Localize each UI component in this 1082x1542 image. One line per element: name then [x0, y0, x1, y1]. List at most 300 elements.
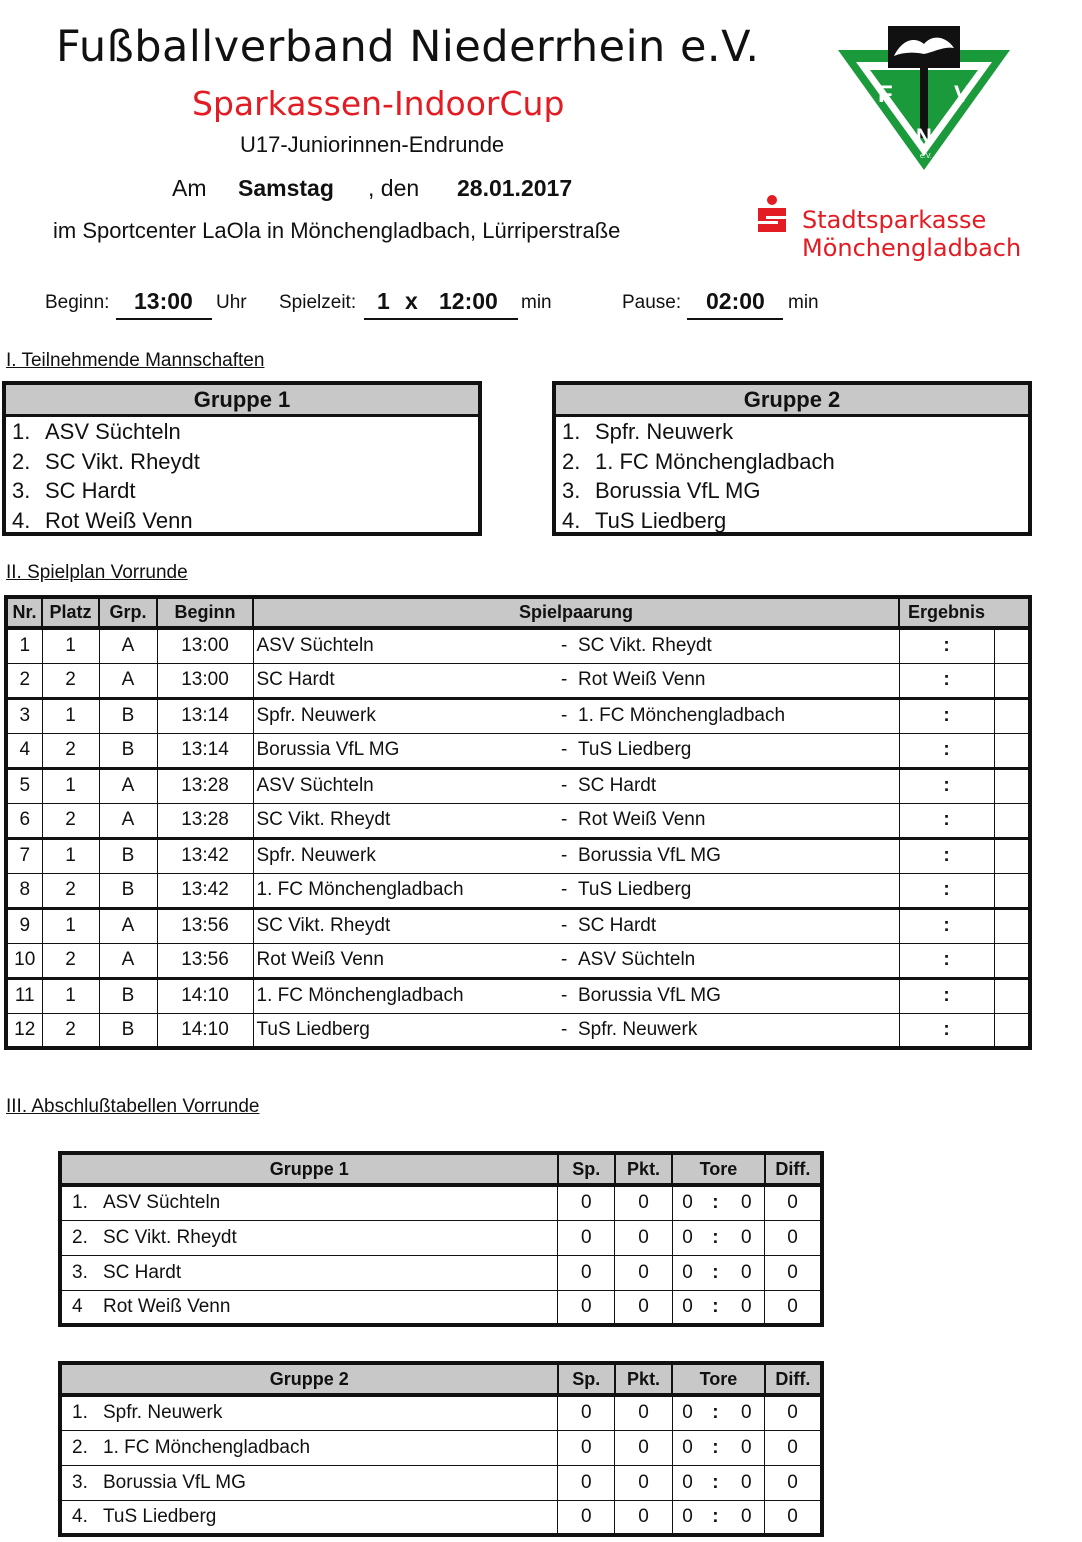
match-platz: 1 — [42, 768, 99, 803]
goals-for: 0 — [672, 1395, 702, 1430]
match-platz: 1 — [42, 838, 99, 873]
result-field: : — [899, 1013, 994, 1048]
result-extra — [994, 978, 1030, 1013]
team-name: TuS Liedberg — [595, 507, 727, 533]
team-number: 1. — [562, 419, 581, 444]
match-start: 13:14 — [157, 698, 253, 733]
match-group: B — [99, 978, 157, 1013]
group-1-box — [2, 381, 482, 536]
match-nr: 5 — [6, 768, 42, 803]
match-nr: 1 — [6, 628, 42, 663]
points: 0 — [615, 1290, 672, 1325]
away-team: ASV Süchteln — [578, 949, 696, 970]
match-platz: 2 — [42, 943, 99, 978]
team-name: SC Hardt — [103, 1261, 182, 1283]
match-start: 13:28 — [157, 768, 253, 803]
match-group: A — [99, 803, 157, 838]
goals-against: 0 — [728, 1185, 764, 1220]
goals-colon: : — [702, 1500, 728, 1535]
fvn-logo — [836, 22, 1012, 174]
goal-difference: 0 — [765, 1500, 822, 1535]
away-team: Rot Weiß Venn — [578, 669, 706, 690]
team-name: 1. FC Mönchengladbach — [103, 1436, 311, 1458]
schedule-table — [4, 595, 1032, 1050]
goals-colon: : — [702, 1220, 728, 1255]
result-extra — [994, 698, 1030, 733]
goals-colon: : — [702, 1290, 728, 1325]
match-start: 14:10 — [157, 978, 253, 1013]
fvn-letter-v: V — [954, 81, 971, 108]
standings-body — [60, 1395, 822, 1535]
away-team: Spfr. Neuwerk — [578, 1018, 698, 1040]
goals-colon: : — [702, 1395, 728, 1430]
result-extra — [994, 838, 1030, 873]
table-row — [60, 1290, 822, 1325]
home-team: Rot Weiß Venn — [253, 943, 561, 978]
home-team: SC Vikt. Rheydt — [253, 803, 561, 838]
group-2-team-list — [556, 417, 1028, 535]
team-name: TuS Liedberg — [103, 1505, 217, 1527]
section-standings-title: III. Abschlußtabellen Vorrunde — [6, 1096, 260, 1117]
match-group: B — [99, 873, 157, 908]
list-item — [12, 417, 478, 447]
team-name: ASV Süchteln — [45, 419, 181, 444]
playtime-x: x — [405, 288, 418, 314]
games-played: 0 — [558, 1220, 615, 1255]
table-row — [6, 838, 1030, 873]
result-field: : — [899, 768, 994, 803]
team-name: Spfr. Neuwerk — [595, 419, 734, 444]
col-header-pkt: Pkt. — [615, 1153, 672, 1185]
games-played: 0 — [558, 1465, 615, 1500]
match-start: 13:56 — [157, 943, 253, 978]
away-team: TuS Liedberg — [578, 879, 692, 900]
result-extra — [994, 803, 1030, 838]
table-row — [60, 1430, 822, 1465]
team-name: Borussia VfL MG — [103, 1471, 246, 1493]
pairing-dash: - — [561, 705, 568, 726]
match-group: B — [99, 838, 157, 873]
fvn-letter-n: N — [916, 124, 932, 149]
fvn-ev: e.V. — [920, 153, 932, 160]
team-name: Rot Weiß Venn — [103, 1295, 231, 1317]
weekday: Samstag — [238, 175, 334, 201]
goals-for: 0 — [672, 1290, 702, 1325]
col-header-tore: Tore — [672, 1153, 764, 1185]
col-header-group: Gruppe 2 — [60, 1363, 558, 1395]
away-cell — [561, 943, 899, 978]
match-start: 13:14 — [157, 733, 253, 768]
away-team: Borussia VfL MG — [578, 845, 721, 866]
col-header-sp: Sp. — [558, 1363, 615, 1395]
result-extra — [994, 908, 1030, 943]
pairing-dash: - — [561, 809, 568, 830]
points: 0 — [615, 1500, 672, 1535]
result-field: : — [899, 663, 994, 698]
list-item — [12, 447, 478, 477]
games-played: 0 — [558, 1430, 615, 1465]
group-2-box — [552, 381, 1032, 536]
table-row — [60, 1500, 822, 1535]
result-extra — [994, 1013, 1030, 1048]
points: 0 — [615, 1220, 672, 1255]
table-row — [60, 1185, 822, 1220]
away-cell — [561, 733, 899, 768]
away-cell — [561, 628, 899, 663]
match-start: 13:42 — [157, 873, 253, 908]
page-title: Fußballverband Niederrhein e.V. — [56, 22, 760, 72]
team-number: 3. — [562, 478, 581, 503]
team-cell — [60, 1255, 558, 1290]
pause-underline — [687, 318, 783, 320]
goals-against: 0 — [728, 1220, 764, 1255]
match-nr: 2 — [6, 663, 42, 698]
away-cell — [561, 768, 899, 803]
rank-number: 2. — [72, 1226, 88, 1248]
col-header-ergebnis: Ergebnis — [899, 597, 1030, 628]
team-cell — [60, 1395, 558, 1430]
home-team: SC Vikt. Rheydt — [253, 908, 561, 943]
rank-number: 3. — [72, 1471, 88, 1493]
rank-number: 1. — [72, 1402, 88, 1424]
match-start: 13:56 — [157, 908, 253, 943]
start-underline — [116, 318, 212, 320]
match-start: 13:42 — [157, 838, 253, 873]
table-row — [60, 1220, 822, 1255]
list-item — [562, 447, 1028, 477]
result-field: : — [899, 698, 994, 733]
rank-number: 3. — [72, 1261, 88, 1283]
table-row — [6, 943, 1030, 978]
points: 0 — [615, 1430, 672, 1465]
match-nr: 10 — [6, 943, 42, 978]
away-team: Borussia VfL MG — [578, 985, 721, 1006]
result-field: : — [899, 628, 994, 663]
table-row — [6, 803, 1030, 838]
goals-against: 0 — [728, 1465, 764, 1500]
table-row — [6, 768, 1030, 803]
goals-colon: : — [702, 1430, 728, 1465]
col-header-platz: Platz — [42, 597, 99, 628]
match-start: 13:00 — [157, 628, 253, 663]
team-name: SC Vikt. Rheydt — [103, 1226, 237, 1248]
away-cell — [561, 978, 899, 1013]
match-platz: 1 — [42, 628, 99, 663]
away-team: SC Hardt — [578, 775, 657, 796]
home-team: Borussia VfL MG — [253, 733, 561, 768]
result-extra — [994, 943, 1030, 978]
home-team: ASV Süchteln — [253, 768, 561, 803]
match-group: A — [99, 908, 157, 943]
list-item — [12, 506, 478, 536]
pairing-dash: - — [561, 1018, 568, 1040]
match-nr: 8 — [6, 873, 42, 908]
team-number: 1. — [12, 419, 31, 444]
match-start: 13:28 — [157, 803, 253, 838]
team-number: 4. — [562, 507, 581, 533]
pairing-dash: - — [561, 739, 568, 760]
match-group: B — [99, 1013, 157, 1048]
team-cell — [60, 1430, 558, 1465]
result-extra — [994, 873, 1030, 908]
col-header-grp: Grp. — [99, 597, 157, 628]
pairing-dash: - — [561, 669, 568, 690]
col-header-sp: Sp. — [558, 1153, 615, 1185]
match-nr: 7 — [6, 838, 42, 873]
team-name: Borussia VfL MG — [595, 478, 761, 503]
team-number: 2. — [12, 448, 31, 474]
team-number: 4. — [12, 507, 31, 533]
result-field: : — [899, 943, 994, 978]
home-team: Spfr. Neuwerk — [253, 838, 561, 873]
table-row — [60, 1255, 822, 1290]
schedule-body — [6, 628, 1030, 1048]
games-played: 0 — [558, 1185, 615, 1220]
venue: im Sportcenter LaOla in Mönchengladbach, Lürriperstraße — [53, 218, 621, 243]
col-header-nr: Nr. — [6, 597, 42, 628]
cup-subtitle: Sparkassen-IndoorCup — [192, 84, 565, 123]
col-header-spielpaarung: Spielpaarung — [253, 597, 899, 628]
goal-difference: 0 — [765, 1430, 822, 1465]
playtime-unit: min — [521, 292, 552, 313]
away-team: Rot Weiß Venn — [578, 809, 706, 830]
goal-difference: 0 — [765, 1220, 822, 1255]
table-row — [6, 1013, 1030, 1048]
pause-unit: min — [788, 292, 819, 313]
playtime-value: 12:00 — [439, 288, 498, 314]
away-cell — [561, 803, 899, 838]
team-cell — [60, 1465, 558, 1500]
section-schedule-title: II. Spielplan Vorrunde — [6, 562, 188, 583]
goal-difference: 0 — [765, 1290, 822, 1325]
table-row — [6, 873, 1030, 908]
team-name: SC Hardt — [45, 478, 136, 503]
goals-against: 0 — [728, 1430, 764, 1465]
goals-for: 0 — [672, 1220, 702, 1255]
result-extra — [994, 628, 1030, 663]
pairing-dash: - — [561, 915, 568, 936]
team-number: 3. — [12, 478, 31, 503]
rank-number: 1. — [72, 1192, 88, 1214]
standings-header-row — [60, 1363, 822, 1395]
away-cell — [561, 873, 899, 908]
event-date: 28.01.2017 — [457, 175, 573, 201]
table-row — [6, 698, 1030, 733]
games-played: 0 — [558, 1255, 615, 1290]
standings-table-group-1 — [58, 1151, 824, 1327]
table-row — [6, 663, 1030, 698]
match-nr: 4 — [6, 733, 42, 768]
col-header-pkt: Pkt. — [615, 1363, 672, 1395]
goals-colon: : — [702, 1185, 728, 1220]
goals-colon: : — [702, 1255, 728, 1290]
start-label: Beginn: — [45, 292, 110, 313]
sparkasse-s-icon — [754, 194, 790, 234]
result-field: : — [899, 803, 994, 838]
goals-against: 0 — [728, 1395, 764, 1430]
team-name: 1. FC Mönchengladbach — [595, 448, 835, 474]
list-item — [562, 417, 1028, 447]
away-cell — [561, 838, 899, 873]
pairing-dash: - — [561, 985, 568, 1006]
match-platz: 2 — [42, 873, 99, 908]
match-nr: 11 — [6, 978, 42, 1013]
table-row — [60, 1395, 822, 1430]
pairing-dash: - — [561, 845, 568, 866]
playtime-underline — [364, 318, 518, 320]
col-header-group: Gruppe 1 — [60, 1153, 558, 1185]
goals-colon: : — [702, 1465, 728, 1500]
match-start: 14:10 — [157, 1013, 253, 1048]
match-platz: 2 — [42, 803, 99, 838]
match-platz: 2 — [42, 1013, 99, 1048]
standings-table-group-2 — [58, 1361, 824, 1537]
goals-against: 0 — [728, 1290, 764, 1325]
pause-value: 02:00 — [706, 288, 765, 314]
standings-header-row — [60, 1153, 822, 1185]
games-played: 0 — [558, 1500, 615, 1535]
team-cell — [60, 1290, 558, 1325]
match-platz: 2 — [42, 733, 99, 768]
start-time: 13:00 — [134, 288, 193, 314]
round-name: U17-Juniorinnen-Endrunde — [240, 132, 505, 157]
home-team: 1. FC Mönchengladbach — [253, 978, 561, 1013]
match-platz: 1 — [42, 698, 99, 733]
away-cell — [561, 1013, 899, 1048]
result-field: : — [899, 733, 994, 768]
table-row — [6, 628, 1030, 663]
table-row — [6, 733, 1030, 768]
result-extra — [994, 663, 1030, 698]
goals-for: 0 — [672, 1500, 702, 1535]
team-name: ASV Süchteln — [103, 1192, 221, 1214]
goals-against: 0 — [728, 1500, 764, 1535]
result-field: : — [899, 873, 994, 908]
match-start: 13:00 — [157, 663, 253, 698]
match-platz: 2 — [42, 663, 99, 698]
team-cell — [60, 1500, 558, 1535]
team-name: Spfr. Neuwerk — [103, 1402, 223, 1424]
list-item — [12, 476, 478, 506]
match-group: A — [99, 628, 157, 663]
section-teams-title: I. Teilnehmende Mannschaften — [6, 350, 265, 371]
col-header-tore: Tore — [672, 1363, 764, 1395]
fvn-letter-f: F — [878, 81, 893, 108]
result-extra — [994, 768, 1030, 803]
goal-difference: 0 — [765, 1255, 822, 1290]
home-team: ASV Süchteln — [253, 628, 561, 663]
goal-difference: 0 — [765, 1395, 822, 1430]
col-header-beginn: Beginn — [157, 597, 253, 628]
match-group: A — [99, 663, 157, 698]
rank-number: 4. — [72, 1505, 88, 1527]
pause-label: Pause: — [622, 292, 682, 313]
away-cell — [561, 908, 899, 943]
date-separator: , den — [368, 175, 420, 201]
pairing-dash: - — [561, 879, 568, 900]
points: 0 — [615, 1255, 672, 1290]
group-2-header: Gruppe 2 — [556, 385, 1028, 417]
away-team: TuS Liedberg — [578, 739, 692, 760]
home-team: SC Hardt — [253, 663, 561, 698]
away-team: SC Vikt. Rheydt — [578, 635, 712, 657]
playtime-count: 1 — [377, 288, 390, 314]
team-number: 2. — [562, 448, 581, 474]
games-played: 0 — [558, 1290, 615, 1325]
start-unit: Uhr — [216, 292, 247, 313]
points: 0 — [615, 1185, 672, 1220]
points: 0 — [615, 1465, 672, 1500]
away-team: SC Hardt — [578, 915, 657, 936]
away-cell — [561, 698, 899, 733]
match-group: A — [99, 943, 157, 978]
away-team: 1. FC Mönchengladbach — [578, 705, 786, 726]
table-row — [6, 978, 1030, 1013]
list-item — [562, 476, 1028, 506]
points: 0 — [615, 1395, 672, 1430]
match-group: B — [99, 733, 157, 768]
sparkasse-name-line1: Stadtsparkasse — [802, 206, 987, 234]
team-name: Rot Weiß Venn — [45, 507, 193, 533]
pairing-dash: - — [561, 949, 568, 970]
result-field: : — [899, 838, 994, 873]
home-team: Spfr. Neuwerk — [253, 698, 561, 733]
team-cell — [60, 1185, 558, 1220]
result-field: : — [899, 908, 994, 943]
sparkasse-name-line2: Mönchengladbach — [802, 234, 1022, 262]
rank-number: 2. — [72, 1436, 88, 1458]
goal-difference: 0 — [765, 1185, 822, 1220]
list-item — [562, 506, 1028, 536]
group-1-team-list — [6, 417, 478, 535]
match-group: B — [99, 698, 157, 733]
games-played: 0 — [558, 1395, 615, 1430]
date-prefix: Am — [172, 175, 207, 201]
match-platz: 1 — [42, 908, 99, 943]
pairing-dash: - — [561, 775, 568, 796]
table-row — [60, 1465, 822, 1500]
rank-number: 4 — [72, 1295, 83, 1317]
match-group: A — [99, 768, 157, 803]
match-nr: 9 — [6, 908, 42, 943]
playtime-label: Spielzeit: — [279, 292, 357, 313]
col-header-diff: Diff. — [765, 1363, 822, 1395]
result-field: : — [899, 978, 994, 1013]
goals-against: 0 — [728, 1255, 764, 1290]
result-extra — [994, 733, 1030, 768]
team-name: SC Vikt. Rheydt — [45, 448, 200, 474]
home-team: 1. FC Mönchengladbach — [253, 873, 561, 908]
match-nr: 3 — [6, 698, 42, 733]
standings-body — [60, 1185, 822, 1325]
team-cell — [60, 1220, 558, 1255]
goals-for: 0 — [672, 1430, 702, 1465]
goals-for: 0 — [672, 1255, 702, 1290]
schedule-header-row — [6, 597, 1030, 628]
match-nr: 12 — [6, 1013, 42, 1048]
pairing-dash: - — [561, 635, 568, 657]
home-team: TuS Liedberg — [253, 1013, 561, 1048]
match-platz: 1 — [42, 978, 99, 1013]
goals-for: 0 — [672, 1185, 702, 1220]
goal-difference: 0 — [765, 1465, 822, 1500]
table-row — [6, 908, 1030, 943]
away-cell — [561, 663, 899, 698]
group-1-header: Gruppe 1 — [6, 385, 478, 417]
goals-for: 0 — [672, 1465, 702, 1500]
match-nr: 6 — [6, 803, 42, 838]
col-header-diff: Diff. — [765, 1153, 822, 1185]
